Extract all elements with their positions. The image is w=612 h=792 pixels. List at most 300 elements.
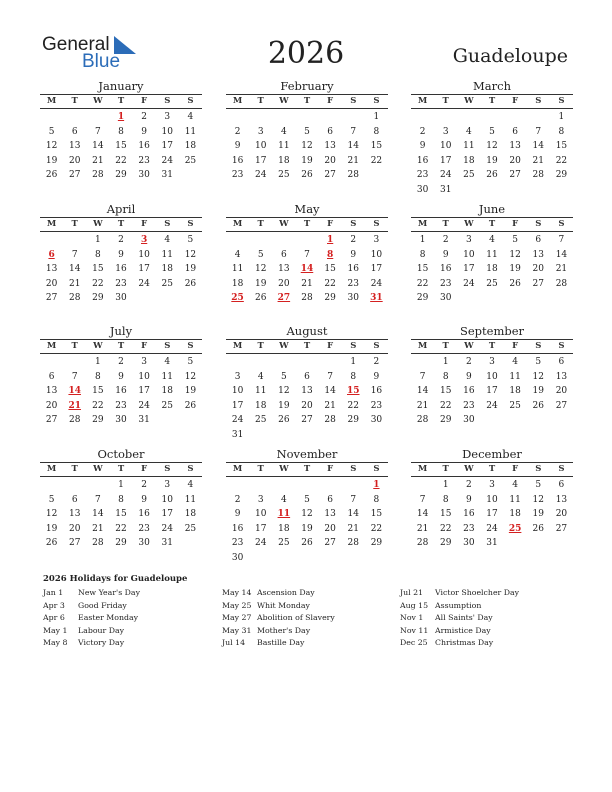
day-cell: 10 [254,509,267,519]
weekday-label: S [373,219,380,229]
day-cell: 25 [486,278,498,289]
day-cell: 7 [327,371,333,382]
day-cell: 12 [184,371,197,382]
weekday-label: T [488,219,496,229]
holiday-day-cell: 25 [508,523,522,534]
holiday-column [400,587,519,650]
weekday-label: T [303,96,311,106]
holiday-name: Easter Monday [78,613,139,622]
day-cell: 31 [439,184,452,195]
month-october [40,447,202,551]
month-title: November [276,447,338,461]
empty-day-cell [63,110,86,125]
empty-day-cell [249,110,272,125]
day-cell: 18 [509,509,521,519]
day-cell: 7 [350,494,357,505]
empty-day-cell [319,110,342,125]
day-cell: 26 [184,400,197,411]
month-august [226,324,388,442]
weekday-label: S [373,464,380,474]
day-cell: 17 [231,400,244,411]
month-title: February [280,79,334,93]
day-cell: 15 [416,264,429,274]
day-cell: 10 [439,141,452,151]
weekday-label: T [117,341,125,351]
day-cell: 5 [304,494,310,505]
day-cell: 30 [439,293,452,303]
weekday-label: M [232,96,243,106]
day-cell: 2 [234,126,241,137]
day-cell: 9 [465,371,472,382]
day-cell: 16 [463,386,475,396]
day-cell: 19 [184,386,197,396]
day-cell: 5 [280,371,287,382]
day-cell: 13 [301,386,313,396]
day-cell: 21 [555,264,568,274]
weekday-label: T [257,219,264,229]
day-cell: 4 [187,112,194,122]
weekday-label: F [141,341,148,351]
day-cell: 13 [324,509,336,519]
day-cell: 17 [486,386,498,396]
holiday-name: Whit Monday [257,600,310,610]
day-cell: 7 [350,126,357,137]
weekday-label: T [303,464,311,474]
day-cell: 9 [234,509,241,519]
holiday-day-cell: 1 [327,235,334,245]
day-cell: 5 [48,494,55,505]
day-cell: 11 [161,371,173,382]
day-cell: 11 [231,264,244,274]
day-cell: 9 [118,249,124,260]
holiday-entry [400,625,519,638]
empty-day-cell [527,110,550,125]
day-grid [411,233,573,306]
day-cell: 11 [184,494,197,505]
day-cell: 12 [184,249,197,260]
holiday-entry [400,637,519,650]
day-cell: 27 [324,170,336,180]
holiday-date: May 1 [43,625,68,635]
day-cell: 16 [439,264,452,274]
weekday-label: M [417,464,428,474]
day-cell: 6 [558,480,565,490]
day-cell: 5 [489,126,495,137]
empty-day-cell [319,355,342,370]
day-cell: 28 [92,170,104,180]
day-cell: 14 [555,249,568,260]
day-cell: 7 [535,126,542,137]
day-cell: 5 [535,480,542,490]
day-cell: 12 [278,386,290,396]
weekday-label: T [71,341,78,351]
weekday-label: W [93,96,103,106]
weekday-header [226,462,388,477]
day-cell: 18 [509,386,521,396]
day-grid [411,478,573,551]
day-cell: 4 [512,357,518,367]
day-cell: 29 [439,538,452,548]
empty-day-cell [249,478,272,493]
day-cell: 6 [71,494,78,505]
day-cell: 15 [555,141,568,151]
day-cell: 6 [558,357,565,367]
holiday-name: Good Friday [78,600,127,610]
day-cell: 18 [278,155,290,166]
day-cell: 3 [489,357,495,367]
day-cell: 14 [324,386,336,396]
day-cell: 24 [138,278,150,289]
day-cell: 21 [92,155,104,166]
day-cell: 28 [555,278,568,289]
weekday-label: W [93,464,103,474]
weekday-label: T [257,96,264,106]
weekday-label: S [164,219,171,229]
day-cell: 14 [92,509,104,519]
day-cell: 27 [509,170,521,180]
day-cell: 16 [115,264,127,274]
day-cell: 28 [301,293,313,303]
weekday-header [40,339,202,354]
day-cell: 12 [45,509,58,519]
holiday-entry [222,600,335,613]
weekday-label: T [442,464,449,474]
month-november [226,447,388,565]
day-cell: 4 [512,480,518,490]
day-cell: 20 [555,386,568,396]
empty-day-cell [63,233,86,248]
day-cell: 23 [115,400,127,411]
day-cell: 30 [347,293,359,303]
day-cell: 18 [161,386,173,396]
day-cell: 31 [486,538,498,548]
weekday-label: T [488,96,496,106]
day-cell: 26 [532,523,544,534]
day-cell: 29 [370,538,383,548]
day-cell: 12 [301,141,313,151]
weekday-label: S [558,464,565,474]
day-cell: 14 [347,509,359,519]
day-cell: 16 [463,509,475,519]
day-cell: 6 [327,126,333,137]
weekday-header [40,94,202,109]
holiday-name: Victory Day [78,638,125,647]
day-cell: 5 [512,235,518,245]
day-cell: 4 [164,235,171,245]
day-cell: 2 [141,480,147,490]
day-cell: 26 [486,170,498,180]
day-cell: 20 [45,278,58,289]
month-title: April [106,202,136,216]
day-cell: 23 [463,400,475,411]
weekday-label: F [512,96,519,106]
day-cell: 21 [324,400,336,411]
day-cell: 25 [278,170,290,180]
day-cell: 10 [486,494,498,505]
day-cell: 20 [301,400,313,411]
day-cell: 10 [138,371,150,382]
weekday-header [411,217,573,232]
weekday-label: F [512,341,519,351]
day-cell: 12 [532,371,544,382]
day-cell: 27 [45,415,58,425]
day-cell: 2 [350,235,357,245]
day-cell: 21 [68,278,81,289]
day-cell: 10 [161,494,173,505]
weekday-label: F [327,341,334,351]
holiday-name: Armistice Day [435,625,491,635]
empty-day-cell [40,478,63,493]
calendar-year: 2026 [267,36,345,71]
day-cell: 12 [45,141,58,151]
day-cell: 11 [184,126,197,137]
day-cell: 23 [138,523,150,534]
weekday-header [411,462,573,477]
day-cell: 26 [301,538,313,548]
day-cell: 1 [419,235,426,245]
day-cell: 19 [45,155,58,166]
holiday-name: Christmas Day [435,638,494,647]
day-cell: 24 [138,400,150,411]
day-cell: 29 [115,170,127,180]
day-cell: 16 [138,141,150,151]
day-cell: 16 [347,264,359,274]
weekday-label: M [417,96,428,106]
empty-day-cell [40,355,63,370]
weekday-label: T [257,341,264,351]
day-cell: 28 [68,415,81,425]
day-cell: 5 [48,126,55,137]
day-cell: 23 [347,278,359,289]
empty-day-cell [63,478,86,493]
day-cell: 18 [278,523,290,534]
day-cell: 25 [278,538,290,548]
holiday-name: Victor Shoelcher Day [435,588,520,597]
weekday-header [226,94,388,109]
day-cell: 7 [419,371,426,382]
day-cell: 19 [532,386,544,396]
day-cell: 3 [164,480,171,490]
day-cell: 9 [141,494,147,505]
day-cell: 15 [115,141,127,151]
day-cell: 17 [463,264,475,274]
holiday-day-cell: 8 [327,249,334,260]
day-cell: 24 [486,523,498,534]
day-cell: 24 [486,400,498,411]
day-cell: 21 [301,278,313,289]
weekday-label: S [164,96,171,106]
day-cell: 30 [138,538,150,548]
day-cell: 13 [532,249,544,260]
holiday-entry [400,587,519,600]
holiday-date: May 31 [222,625,252,635]
weekday-label: M [232,464,243,474]
day-cell: 19 [509,264,521,274]
day-cell: 28 [347,170,359,180]
day-cell: 1 [373,112,380,122]
weekday-label: S [187,464,194,474]
day-cell: 22 [92,278,104,289]
day-cell: 7 [304,249,310,260]
day-cell: 17 [254,523,267,534]
day-cell: 14 [68,264,81,274]
day-cell: 29 [92,293,104,303]
day-cell: 16 [115,386,127,396]
holiday-day-cell: 15 [347,386,360,396]
day-cell: 10 [138,249,150,260]
weekday-label: W [464,96,474,106]
empty-day-cell [457,110,480,125]
day-cell: 17 [254,155,267,166]
day-cell: 10 [370,249,383,260]
day-cell: 3 [257,494,264,505]
day-cell: 6 [71,126,78,137]
month-july [40,324,202,428]
holidays-title: 2026 Holidays for Guadeloupe [43,574,188,584]
day-cell: 19 [184,264,197,274]
day-cell: 23 [138,155,150,166]
day-cell: 24 [463,278,475,289]
day-cell: 30 [463,538,475,548]
day-cell: 9 [141,126,147,137]
month-title: January [98,79,144,93]
empty-day-cell [411,110,434,125]
day-cell: 21 [347,155,359,166]
weekday-label: T [303,219,311,229]
day-cell: 6 [512,126,518,137]
month-september [411,324,573,428]
day-cell: 8 [442,494,449,505]
day-cell: 17 [161,141,173,151]
day-cell: 11 [278,141,290,151]
day-grid [226,478,388,565]
day-grid [40,110,202,183]
day-cell: 23 [439,278,452,289]
day-cell: 4 [234,249,241,260]
day-cell: 21 [92,523,104,534]
day-cell: 19 [254,278,267,289]
weekday-label: W [93,219,103,229]
holiday-day-cell: 1 [117,112,125,122]
day-cell: 6 [48,371,55,382]
weekday-label: T [71,219,78,229]
empty-day-cell [226,233,249,248]
day-cell: 18 [486,264,498,274]
month-march [411,79,573,197]
empty-day-cell [272,478,295,493]
day-cell: 26 [278,415,290,425]
weekday-label: S [164,341,171,351]
holiday-date: Nov 11 [400,625,429,635]
weekday-label: S [558,341,565,351]
day-cell: 1 [442,357,449,367]
day-cell: 8 [94,371,101,382]
day-cell: 12 [486,141,498,151]
day-cell: 30 [416,184,429,195]
day-cell: 20 [278,278,290,289]
day-cell: 20 [532,264,544,274]
day-cell: 27 [324,538,336,548]
weekday-label: F [512,464,519,474]
day-cell: 1 [94,235,101,245]
holiday-entry [222,625,335,638]
empty-day-cell [434,110,457,125]
day-cell: 26 [254,293,267,303]
day-cell: 8 [373,494,380,505]
day-cell: 8 [118,126,124,137]
day-cell: 12 [532,494,544,505]
weekday-label: M [417,219,428,229]
day-cell: 1 [118,480,124,490]
empty-day-cell [272,355,295,370]
day-cell: 8 [373,126,380,137]
day-cell: 4 [187,480,194,490]
day-cell: 13 [555,371,568,382]
day-cell: 11 [161,249,173,260]
day-cell: 5 [304,126,310,137]
holiday-date: Jan 1 [43,588,64,597]
day-cell: 9 [234,141,241,151]
day-cell: 24 [254,538,267,548]
weekday-label: F [512,219,519,229]
day-grid [40,233,202,306]
day-cell: 19 [45,523,58,534]
day-cell: 15 [439,509,452,519]
empty-day-cell [272,110,295,125]
holiday-name: Bastille Day [257,638,305,647]
weekday-label: M [46,96,57,106]
weekday-label: S [187,96,194,106]
day-cell: 3 [257,126,264,137]
day-cell: 11 [486,249,498,260]
day-cell: 24 [161,155,173,166]
day-cell: 17 [370,264,383,274]
logo-text-blue: Blue [82,51,121,72]
day-cell: 1 [350,357,357,367]
day-cell: 28 [92,538,104,548]
day-cell: 27 [68,170,81,180]
day-cell: 25 [254,415,267,425]
weekday-label: F [327,464,334,474]
day-cell: 9 [442,249,449,260]
day-cell: 26 [184,278,197,289]
day-cell: 15 [439,386,452,396]
day-cell: 31 [161,538,173,548]
day-cell: 24 [161,523,173,534]
day-cell: 9 [350,249,357,260]
weekday-label: T [257,464,264,474]
weekday-label: F [141,96,148,106]
day-cell: 23 [370,400,383,411]
empty-day-cell [226,110,249,125]
weekday-label: M [417,341,428,351]
holiday-date: May 25 [222,600,252,610]
day-cell: 18 [161,264,173,274]
day-cell: 19 [486,155,498,166]
day-cell: 23 [416,170,429,180]
day-cell: 7 [71,249,78,260]
weekday-label: T [442,96,449,106]
day-cell: 17 [161,509,173,519]
day-cell: 29 [416,293,429,303]
day-cell: 4 [280,494,287,505]
day-cell: 7 [94,126,101,137]
day-cell: 22 [555,155,568,166]
day-cell: 6 [280,249,287,260]
day-cell: 1 [558,112,565,122]
weekday-label: F [141,464,148,474]
day-cell: 16 [231,155,244,166]
